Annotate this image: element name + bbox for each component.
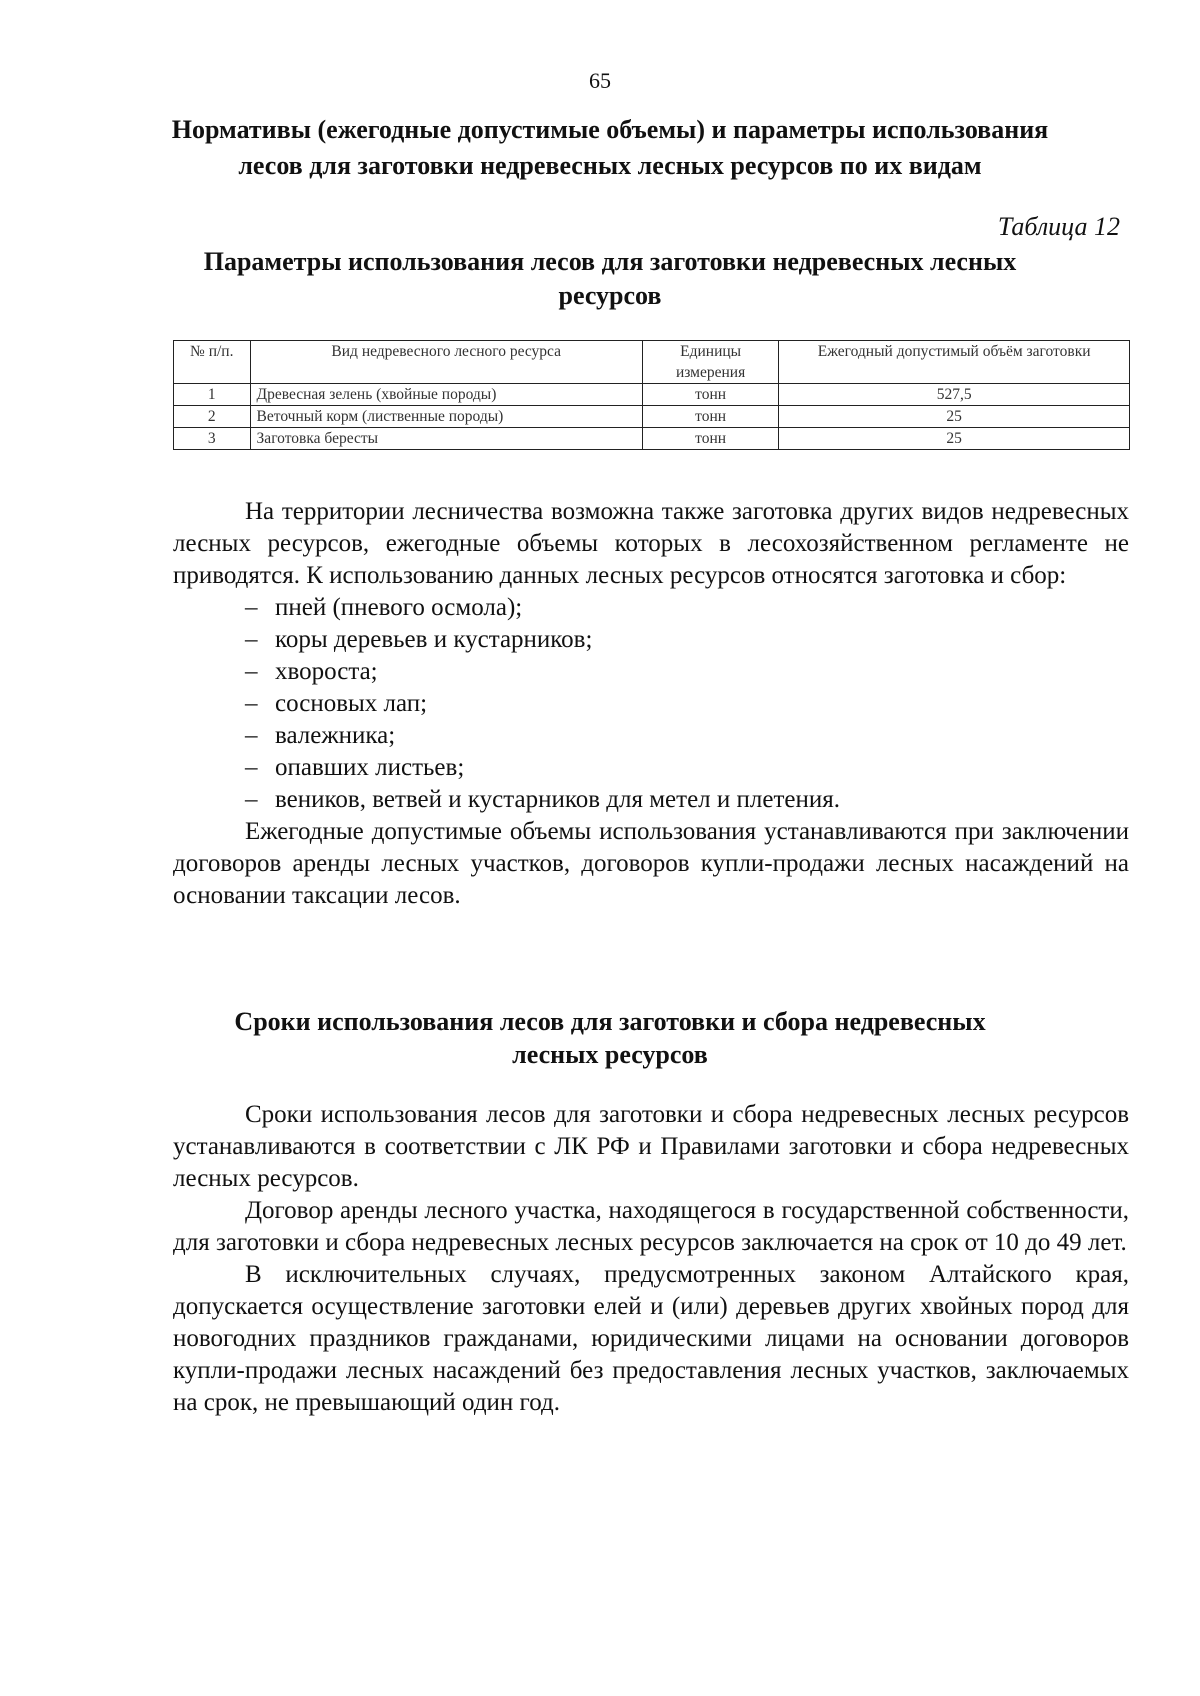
list-item <box>173 656 1129 688</box>
row-unit: тонн <box>642 406 778 428</box>
row-resource: Древесная зелень (хвойные породы) <box>250 384 642 406</box>
row-resource: Веточный корм (лиственные породы) <box>250 406 642 428</box>
dash-marker: – <box>245 626 258 653</box>
header-number: № п/п. <box>174 341 251 384</box>
dash-marker: – <box>245 690 258 717</box>
row-number: 2 <box>174 406 251 428</box>
resource-list <box>173 592 1129 816</box>
row-volume: 25 <box>779 406 1130 428</box>
list-item <box>173 752 1129 784</box>
list-item-text: хвороста; <box>275 658 378 685</box>
header-annual-volume: Ежегодный допустимый объём заготовки <box>779 341 1130 384</box>
row-resource: Заготовка бересты <box>250 428 642 450</box>
header-units: Единицы измерения <box>642 341 778 384</box>
header-resource-type: Вид недревесного лесного ресурса <box>250 341 642 384</box>
row-unit: тонн <box>642 428 778 450</box>
list-item-text: опавших листьев; <box>275 754 465 781</box>
list-item-text: валежника; <box>275 722 396 749</box>
table-row <box>174 428 1130 450</box>
list-item <box>173 720 1129 752</box>
list-item-text: коры деревьев и кустарников; <box>275 626 593 653</box>
row-unit: тонн <box>642 384 778 406</box>
row-number: 1 <box>174 384 251 406</box>
list-item-text: пней (пневого осмола); <box>275 594 523 621</box>
dash-marker: – <box>245 658 258 685</box>
parameters-table <box>173 340 1130 450</box>
paragraph-annual-volumes: Ежегодные допустимые объемы использования устанавливаются при заключении договоров аренды лесных участков, договоров купли-продажи лесных насаждений на основании таксации лесов. <box>173 818 1129 909</box>
table-row <box>174 406 1130 428</box>
row-volume: 25 <box>779 428 1130 450</box>
dash-marker: – <box>245 594 258 621</box>
body-block-2 <box>173 1099 1129 1419</box>
body-block-1 <box>173 496 1129 912</box>
row-volume: 527,5 <box>779 384 1130 406</box>
list-item-text: сосновых лап; <box>275 690 428 717</box>
paragraph-terms-rules: Сроки использования лесов для заготовки и сбора недревесных лесных ресурсов устанавливаются в соответствии с ЛК РФ и Правилами заготовки и сбора недревесных лесных ресурсов. <box>173 1101 1129 1192</box>
dash-marker: – <box>245 754 258 781</box>
list-item <box>173 624 1129 656</box>
table-title: Параметры использования лесов для заготовки недревесных лесных ресурсов <box>203 247 1017 310</box>
paragraph-lease-term: Договор аренды лесного участка, находящегося в государственной собственности, для заготовки и сбора недревесных лесных ресурсов заключается на срок от 10 до 49 лет. <box>173 1197 1129 1256</box>
section-heading-terms: Сроки использования лесов для заготовки и сбора недревесных лесных ресурсов <box>234 1007 986 1069</box>
list-item <box>173 784 1129 816</box>
dash-marker: – <box>245 786 258 813</box>
dash-marker: – <box>245 722 258 749</box>
list-item <box>173 688 1129 720</box>
paragraph-intro: На территории лесничества возможна также заготовка других видов недревесных лесных ресурсов, ежегодные объемы которых в лесохозяйственном регламенте не приводятся. К использованию данных лесных ресурсов относятся заготовка и сбор: <box>173 498 1129 589</box>
page-number: 65 <box>589 68 611 93</box>
section-heading-norms: Нормативы (ежегодные допустимые объемы) и параметры использования лесов для заготовки недревесных лесных ресурсов по их видам <box>171 115 1049 180</box>
row-number: 3 <box>174 428 251 450</box>
list-item <box>173 592 1129 624</box>
list-item-text: веников, ветвей и кустарников для метел и плетения. <box>275 786 841 813</box>
table-header-row <box>174 341 1130 384</box>
table-label: Таблица 12 <box>997 212 1120 241</box>
paragraph-exceptions: В исключительных случаях, предусмотренных законом Алтайского края, допускается осуществление заготовки елей и (или) деревьев других хвойных пород для новогодних праздников гражданами, юридическими лицами на основании договоров купли-продажи лесных насаждений без предоставления лесных участков, заключаемых на срок, не превышающий один год. <box>173 1261 1129 1416</box>
table-row <box>174 384 1130 406</box>
